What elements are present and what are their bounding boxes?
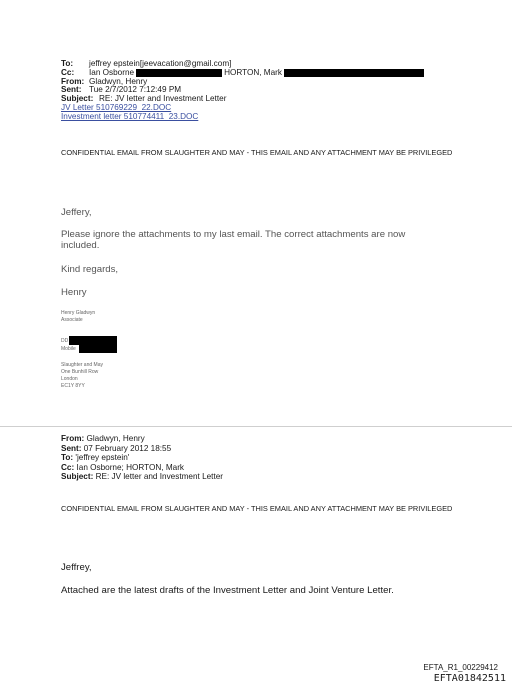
- from-value: Gladwyn, Henry: [89, 76, 148, 86]
- signature-title: Associate: [61, 317, 83, 323]
- address-line-1: Slaughter and May: [61, 362, 103, 368]
- confidentiality-notice-1: CONFIDENTIAL EMAIL FROM SLAUGHTER AND MAY - THIS EMAIL AND ANY ATTACHMENT MAY BE PRIVILEGED: [61, 148, 453, 157]
- sent-value: Tue 2/7/2012 7:12:49 PM: [89, 85, 182, 95]
- subject-value: RE: JV letter and Investment Letter: [99, 94, 227, 104]
- quoted-from-label: From:: [61, 434, 85, 443]
- mobile-row: [61, 344, 117, 353]
- message-body-1: Please ignore the attachments to my last email. The correct attachments are now included.: [61, 229, 406, 251]
- redaction-bar: [284, 69, 424, 77]
- quoted-subject-value: RE: JV letter and Investment Letter: [95, 472, 224, 481]
- greeting-2: Jeffrey,: [61, 562, 92, 573]
- signature-fullname: Henry Gladwyn: [61, 310, 96, 316]
- quoted-cc-label: Cc:: [61, 462, 75, 472]
- to-label: To:: [61, 59, 74, 68]
- message-body-2: Attached are the latest drafts of the Investment Letter and Joint Venture Letter.: [61, 585, 394, 596]
- signature-name: Henry: [61, 287, 87, 298]
- quoted-sent-row: [61, 444, 223, 454]
- address-line-4: EC1Y 8YY: [61, 383, 85, 389]
- quoted-sent-value: 07 February 2012 18:55: [83, 443, 172, 453]
- quoted-subject-row: [61, 472, 223, 482]
- attachment-link-investment[interactable]: Investment letter 510774411_23.DOC: [61, 111, 199, 121]
- quoted-email-header: [61, 434, 223, 482]
- redaction-bar: [79, 344, 117, 353]
- quoted-cc-value: Ian Osborne; HORTON, Mark: [76, 462, 185, 472]
- quoted-sent-label: Sent:: [61, 443, 82, 453]
- attachment-link-jv[interactable]: JV Letter 510769229_22.DOC: [61, 102, 172, 112]
- cc-label: Cc:: [61, 67, 75, 77]
- cc-value-1: Ian Osborne: [89, 67, 135, 77]
- dd-label: DD: [61, 337, 69, 344]
- mobile-label: Mobile: [61, 345, 76, 352]
- cc-value-2: HORTON, Mark: [224, 67, 282, 77]
- quoted-cc-row: [61, 463, 223, 473]
- confidentiality-notice-2: CONFIDENTIAL EMAIL FROM SLAUGHTER AND MAY - THIS EMAIL AND ANY ATTACHMENT MAY BE PRIVILEGED: [61, 504, 453, 513]
- to-value: jeffrey epstein[jeevacation@gmail.com]: [89, 59, 232, 68]
- bates-number-2: EFTA01842511: [433, 673, 506, 684]
- quoted-to-value: 'jeffrey epstein': [75, 453, 130, 462]
- redaction-bar: [136, 69, 222, 77]
- address-line-3: London: [61, 376, 78, 382]
- quoted-from-row: [61, 434, 223, 444]
- sent-label: Sent:: [61, 85, 82, 95]
- quoted-to-row: [61, 453, 223, 463]
- message-divider: [0, 426, 512, 427]
- from-label: From:: [61, 76, 85, 86]
- quoted-from-value: Gladwyn, Henry: [86, 434, 145, 443]
- closing: Kind regards,: [61, 264, 119, 275]
- address-line-2: One Bunhill Row: [61, 369, 99, 375]
- email-header: [61, 60, 424, 122]
- quoted-to-label: To:: [61, 453, 74, 462]
- bates-number-1: EFTA_R1_00229412: [423, 663, 498, 672]
- quoted-subject-label: Subject:: [61, 472, 94, 481]
- greeting-1: Jeffery,: [61, 207, 92, 218]
- subject-label: Subject:: [61, 94, 94, 104]
